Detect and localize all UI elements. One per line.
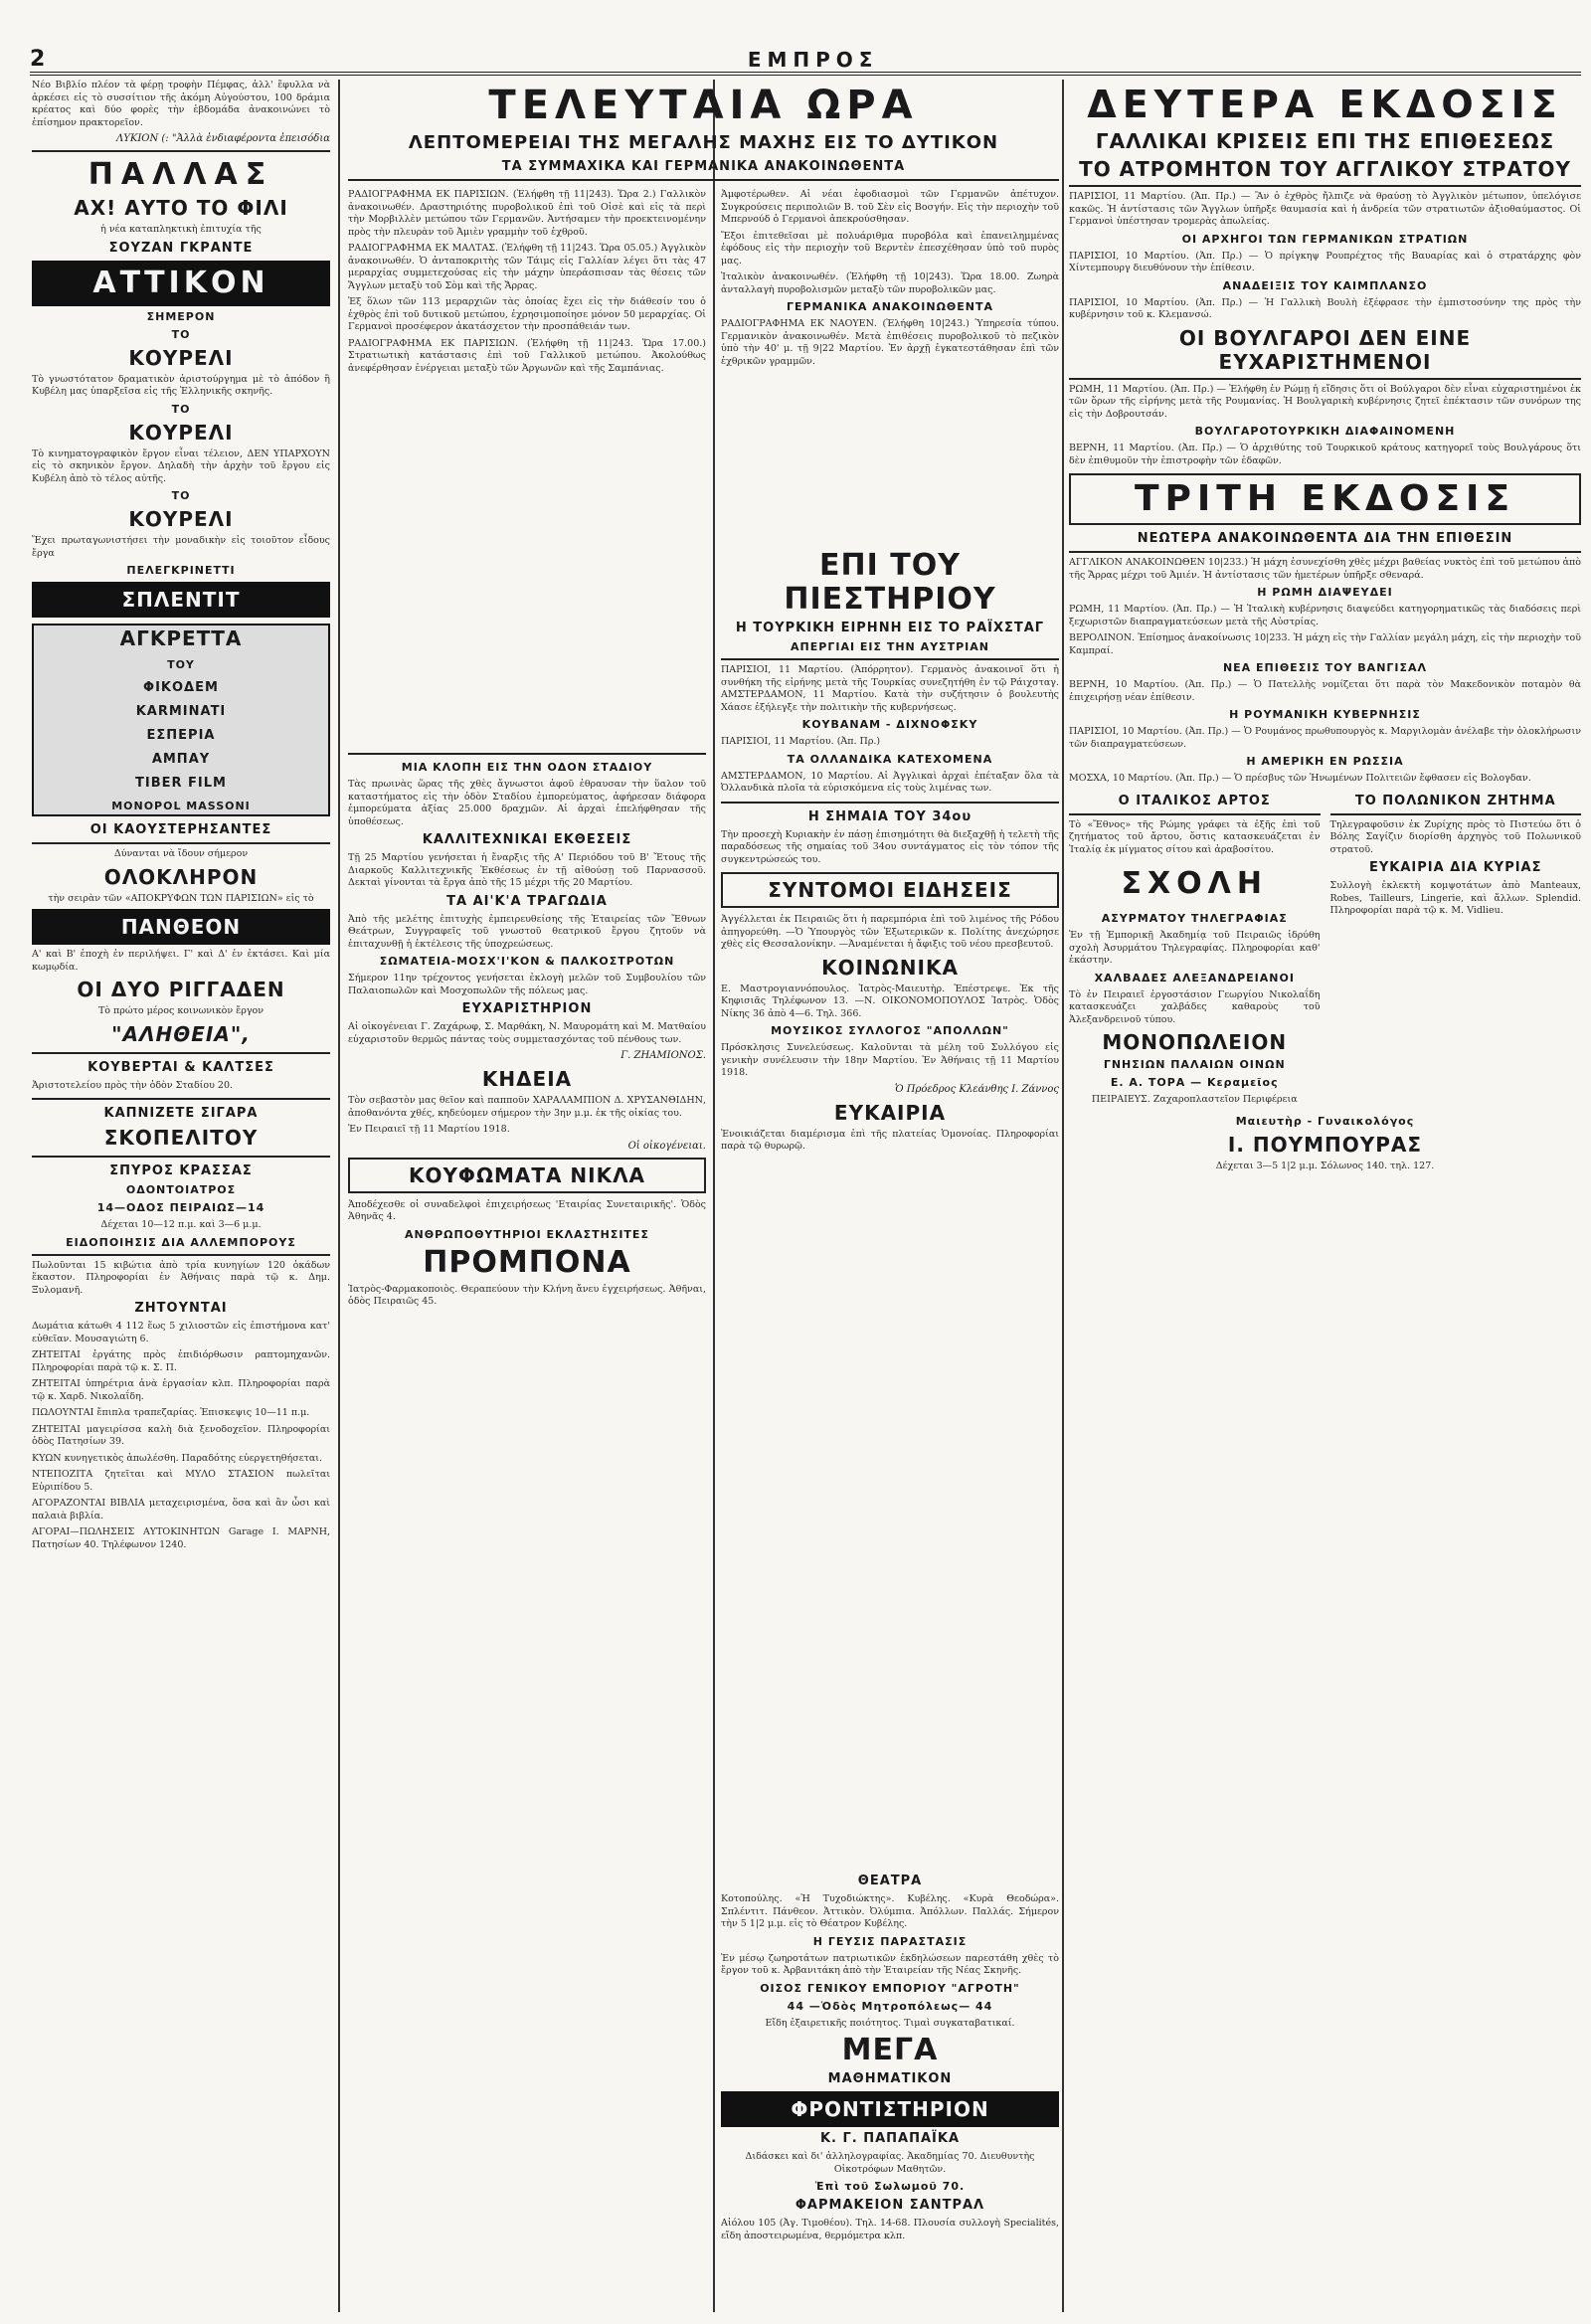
- romi-title: Η ΡΩΜΗ ΔΙΑΨΕΥΔΕΙ: [1257, 586, 1393, 599]
- farmakeion-text: Αἰόλου 105 (Ἀγ. Τιμοθέου). Τηλ. 14-68. Πλουσία συλλογὴ Specialités, εἴδη ἀποστειρωμένα, θερμόμετρα κλπ.: [721, 2218, 1059, 2241]
- pallas-star: ΣΟΥΖΑΝ ΓΚΡΑΝΤΕ: [108, 240, 254, 256]
- column-news-4: [1069, 80, 1581, 2312]
- koureli-text: Τὸ γνωστότατον δραματικὸν ἀριστούργημα μὲ τὸ ἀπόδον ἢ Κυβέλη μας ὑπαρξεῖσα εἰς τῆς Ἑλληνικῆς σκηνῆς.: [32, 373, 330, 397]
- mousikos-signature: Ὁ Πρόεδρος Κλεάνθης Ι. Ζάννος: [894, 1083, 1059, 1095]
- agrotis-address: 44 —Ὁδὸς Μητροπόλεως— 44: [787, 1999, 993, 2013]
- ameriki-text: ΜΟΣΧΑ, 10 Μαρτίου. (Ἀπ. Πρ.) — Ὁ πρέσβυς τῶν Ἡνωμένων Πολιτειῶν ἔφθασεν εἰς Βολογδαν.: [1069, 773, 1531, 784]
- news-paragraph: Ἔξοι ἐπιτεθεῖσαι μὲ πολυάριθμα πυροβόλα καὶ ἐπανειλημμένας ἐφόδους εἰς τὴν περιοχὴν τοῦ Βερντὲν ἐπεσχέθησαν ὑπὸ τοῦ πυρὸς μας.: [721, 230, 1059, 267]
- koureli-text: Τὸ κινηματογραφικὸν ἔργον εἶναι τέλειον, ΔΕΝ ΥΠΑΡΧΟΥΝ εἰς τὸ σκηνικὸν ἔργον. Δηλαδὴ τὴν ἀρχὴν τοῦ ἔργου εἰς Κυβέλη ἀπὸ τὸ τέλος αὐτῆς.: [32, 447, 330, 484]
- small-ad: ΖΗΤΕΙΤΑΙ ὑπηρέτρια ἀνὰ ἐργασίαν κλπ. Πληροφορίαι παρὰ τῷ κ. Χαρδ. Νικολαΐδη.: [32, 1378, 330, 1402]
- xalvades-text: Τὸ ἐν Πειραιεῖ ἐργοστάσιον Γεωργίου Νικολαΐδη κατασκευάζει χαλβάδες καθαροὺς τοῦ Ἀλεξανδρεινοῦ τύπου.: [1069, 988, 1321, 1025]
- gallikai-title: ΓΑΛΛΙΚΑΙ ΚΡΙΣΕΙΣ ΕΠΙ ΤΗΣ ΕΠΙΘΕΣΕΩΣ: [1095, 129, 1555, 153]
- swmateia-title: ΣΩΜΑΤΕΙΑ-ΜΟΣΧ'Ι'ΚΟΝ & ΠΑΛΚΟΣΤΡΟΤΩΝ: [379, 955, 675, 968]
- germ-title: ΓΕΡΜΑΝΙΚΑ ΑΝΑΚΟΙΝΩΘΕΝΤΑ: [786, 300, 994, 313]
- intro-text: Νέο Βιβλίο πλέον τὰ φέρῃ τροφὴν Πέμφας, ἀλλ' ἔφυλλα νὰ ἀρκέσει εἰς τὸ συσσίτιον τῆς ἀκόμη Αὐγούστου, 100 δράμια κρέατος καὶ δύο φορὲς τὴν ἑβδομάδα ἀνακοινώνει τὸ ἐπίσημον πρακτορεῖον.: [32, 80, 330, 128]
- romi-text: ΡΩΜΗ, 11 Μαρτίου. (Ἀπ. Πρ.) — Ἡ Ἰταλικὴ κυβέρνησις διαψεύδει κατηγορηματικῶς τὰς διαδόσεις περὶ ξεχωριστῶν διαπραγματεύσεων μετὰ τῆς Αὐστρίας.: [1069, 604, 1581, 627]
- leptomereies-title: ΛΕΠΤΟΜΕΡΕΙΑΙ ΤΗΣ ΜΕΓΑΛΗΣ ΜΑΧΗΣ ΕΙΣ ΤΟ ΔΥΤΙΚΟΝ: [408, 132, 999, 153]
- apergiai-title: ΑΠΕΡΓΙΑΙ ΕΙΣ ΤΗΝ ΑΥΣΤΡΙΑΝ: [721, 640, 1059, 660]
- news-paragraph: ΡΑΔΙΟΓΡΑΦΗΜΑ ΕΚ ΜΑΛΤΑΣ. (Ἐλήφθη τῇ 11|243. Ὥρα 05.05.) Ἀγγλικὸν ἀνακοινωθέν. Ὁ ἀνταποκριτὴς τῶν Τάιμς εἰς Γαλλίαν λέγει ὅτι τὰς 47 μεραρχίας συμμετεχούσας εἰς τὴν μάχην ὑπεράσπισαν τὰς θέσεις τῶν Ἄγγλων μεταξὺ τοῦ Σὸμ καὶ τῆς Ἄρρας.: [348, 243, 706, 291]
- piestiriou-title: ΕΠΙ ΤΟΥ ΠΙΕΣΤΗΡΙΟΥ: [784, 548, 996, 617]
- small-ad: ΑΓΟΡΑΖΟΝΤΑΙ ΒΙΒΛΙΑ μεταχειρισμένα, ὅσα καὶ ἂν ὦσι καὶ παλαιὰ βιβλία.: [32, 1498, 330, 1521]
- koufomata-title: ΚΟΥΦΩΜΑΤΑ ΝΙΚΛΑ: [348, 1158, 706, 1193]
- mousikos-title: ΜΟΥΣΙΚΟΣ ΣΥΛΛΟΓΟΣ "ΑΠΟΛΛΩΝ": [771, 1024, 1009, 1037]
- ameriki-title: Η ΑΜΕΡΙΚΗ ΕΝ ΡΩΣΣΙΑ: [1246, 755, 1404, 768]
- last-hour-banner: [348, 80, 1059, 185]
- nea-epithesis-title: ΝΕΑ ΕΠΙΘΕΣΙΣ ΤΟΥ ΒΑΝΓΙΣΑΛ: [1222, 661, 1428, 674]
- pallas-film: ΑΧ! ΑΥΤΟ ΤΟ ΦΙΛΙ: [74, 196, 288, 220]
- film-line: TIBER FILM: [135, 776, 227, 791]
- eukairia-text: Ἐνοικιάζεται διαμέρισμα ἐπὶ τῆς πλατείας Ὁμονοίας. Πληροφορίαι παρὰ τῷ θυρωρῷ.: [721, 1128, 1059, 1152]
- xalvades-title: ΧΑΛΒΑΔΕΣ ΑΛΕΞΑΝΔΡΕΙΑΝΟΙ: [1094, 971, 1295, 984]
- koureli-title: ΚΟΥΡΕΛΙ: [128, 420, 234, 445]
- attikon-logo: ΑΤΤΙΚΟΝ: [32, 261, 330, 306]
- news-paragraph: Ἰταλικὸν ἀνακοινωθέν. (Ἐλήφθη τῇ 10|243). Ὥρα 18.00. Ζωηρὰ ἀνταλλαγὴ πυροβολισμῶν μεταξὺ τῶν πυροβολικῶν μας.: [721, 271, 1059, 295]
- germ-text: ΡΑΔΙΟΓΡΑΦΗΜΑ ΕΚ ΝΑΟΥΕΝ. (Ἐλήφθη 10|243.) Ὑπηρεσία τύπου. Γερμανικὸν ἀνακοινωθέν. Μετὰ ἐπιθέσεις πυροβολικοῦ τὸ πεζικὸν ὑπὸ τὴν 40' μ. τῇ 9|22 Μαρτίου. Ἐν ἀρχῇ ἐγκατεστάθησαν ἐπὶ τῶν ἐχθρικῶν γραμμῶν.: [721, 318, 1059, 367]
- small-ad: ΑΓΟΡΑΙ—ΠΩΛΗΣΕΙΣ ΑΥΤΟΚΙΝΗΤΩΝ Garage Ι. ΜΑΡΝΗ, Πατησίων 40. Τηλέφωνον 1240.: [32, 1526, 330, 1550]
- ollandika-title: ΤΑ ΟΛΛΑΝΔΙΚΑ ΚΑΤΕΧΟΜΕΝΑ: [787, 752, 993, 766]
- aggliko-text: ΑΓΓΛΙΚΟΝ ΑΝΑΚΟΙΝΩΘΕΝ 10|233.) Ἡ μάχη ἐσυνεχίσθη χθὲς μέχρι βαθείας νυκτὸς ἐπὶ τοῦ μετώπου ἀπὸ τῆς Ἄρρας μέχρι τοῦ Ἀμιέν. Ἡ ἀντίστασις τῶν ἡμετέρων ὑπῆρξε σθεναρά.: [1069, 557, 1581, 581]
- divider: [32, 1098, 330, 1100]
- farmakeion-title: ΦΑΡΜΑΚΕΙΟΝ ΣΑΝΤΡΑΛ: [795, 2198, 985, 2213]
- roumaniki-title: Η ΡΟΥΜΑΝΙΚΗ ΚΥΒΕΡΝΗΣΙΣ: [1229, 708, 1421, 721]
- symmachika-title: ΤΑ ΣΥΜΜΑΧΙΚΑ ΚΑΙ ΓΕΡΜΑΝΙΚΑ ΑΝΑΚΟΙΝΩΘΕΝΤΑ: [348, 159, 1059, 181]
- news-paragraph: ΡΑΔΙΟΓΡΑΦΗΜΑ ΕΚ ΠΑΡΙΣΙΩΝ. (Ἐλήφθη τῇ 11|243. Ὥρα 17.00.) Στρατιωτικὴ κατάστασις ἐπὶ τοῦ Γαλλικοῦ μετώπου. Ἀκολούθως ἀνεφέρθησαν ἐνέργειαι μεταξὺ τῶν Ἀργωνῶν καὶ τῆς Σαμπάνιας.: [348, 337, 706, 374]
- eukairia-kyrias-text: Συλλογὴ ἐκλεκτὴ κομψοτάτων ἀπὸ Manteaux, Robes, Tailleurs, Lingerie, καὶ ἄλλων. Splendid. Πληροφορίαι παρὰ τῷ κ. Μ. Vidlieu.: [1329, 880, 1581, 916]
- eidopoiisis-title: ΕΙΔΟΠΟΙΗΣΙΣ ΔΙΑ ΑΛΛΕΜΠΟΡΟΥΣ: [32, 1236, 330, 1256]
- koinonika-text: Ε. Μαστρογιαννόπουλος. Ἰατρὸς-Μαιευτὴρ. Ἐπέστρεψε. Ἐκ τῆς Κηφισιᾶς Τηλέφωνον 13. —Ν. ΟΙΚΟΝΟΜΟΠΟΥΛΟΣ Ἰατρὸς. Ὁδὸς Νίκης 36 ἀπὸ 4—6. Τηλ. 366.: [721, 983, 1059, 1019]
- film-line: KARMINATI: [135, 704, 227, 719]
- divider: [32, 150, 330, 152]
- kallitexn-text: Τῇ 25 Μαρτίου γενήσεται ἡ ἔναρξις τῆς Α' Περιόδου τοῦ Β' Ἔτους τῆς Διαρκοῦς Καλλιτεχνικῆς Ἐκθέσεως ἐν τῇ αἰθούσῃ τοῦ Παρνασσοῦ. Δεκταὶ γίνονται τὰ ἔργα ἀπὸ τῆς 15 μέχρι τῆς 20 Μαρτίου.: [348, 852, 706, 888]
- ollandika-text: ΑΜΣΤΕΡΔΑΜΟΝ, 10 Μαρτίου. Αἱ Ἀγγλικαὶ ἀρχαὶ ἐπέταξαν ὅλα τὰ Ὀλλανδικὰ πλοῖα τὰ εὑρισκόμενα εἰς τοὺς λιμένας των.: [721, 770, 1059, 794]
- small-ad: ΚΥΩΝ κυνηγετικὸς ἀπωλέσθη. Παραδότης εὐεργετηθήσεται.: [32, 1452, 323, 1464]
- koureli-text: Ἔχει πρωταγωνιστήσει τὴν μοναδικὴν εἰς τοιοῦτον εἶδους ἔργα: [32, 535, 330, 559]
- simasia-title: Η ΣΗΜΑΙΑ ΤΟΥ 34ου: [807, 808, 972, 824]
- krassas-role: ΟΔΟΝΤΟΙΑΤΡΟΣ: [125, 1183, 237, 1196]
- boulgar-text: ΒΕΡΝΗ, 11 Μαρτίου. (Ἀπ. Πρ.) — Ὁ ἀρχιθύτης τοῦ Τουρκικοῦ κράτους κατηγορεῖ τοὺς Βουλγάρους ὅτι δὲν ἐπιθυμοῦν τὴν ἐπιστροφὴν τῶν ἐδαφῶν.: [1069, 443, 1581, 466]
- euxar-title: ΕΥΧΑΡΙΣΤΗΡΙΟΝ: [461, 1001, 593, 1016]
- verolinon-text: ΒΕΡΟΛΙΝΟΝ. Ἐπίσημος ἀνακοίνωσις 10|233. Ἡ μάχη εἰς τὴν Γαλλίαν μεγάλη μάχη, εἰς τὴν περιοχὴν τοῦ Καμπραί.: [1069, 632, 1581, 656]
- masthead: [30, 48, 1581, 76]
- teleftaia-title: ΤΕΛΕΥΤΑΙΑ ΩΡΑ: [488, 83, 919, 128]
- kaoster-title: ΟΙ ΚΑΟΥΣΤΕΡΗΣΑΝΤΕΣ: [32, 822, 330, 844]
- intro-author: ΛΥΚΙΟΝ (: "Ἀλλὰ ἐνδιαφέροντα ἐπεισόδια: [116, 133, 330, 144]
- news-paragraph: Ἐξ ὅλων τῶν 113 μεραρχιῶν τὰς ὁποίας ἔχει εἰς τὴν διάθεσίν του ὁ ἐχθρὸς ἐπὶ τοῦ δυτικοῦ μετώπου, ἐχρησιμοποίησε μόνον 50 μεραρχίας. Οἱ Γερμανοὶ προσέφερον ἀκατάσχετον τὴν προσπάθειάν των.: [348, 296, 706, 332]
- col3-bottom-ads: [721, 1870, 1059, 2307]
- bottom-split: [1069, 790, 1581, 1111]
- thymeli-title: Η ΓΕΥΣΙΣ ΠΑΡΑΣΤΑΣΙΣ: [812, 1934, 968, 1948]
- scholi-text: Ἐν τῇ Ἐμπορικῇ Ἀκαδημίᾳ τοῦ Πειραιῶς ἱδρύθη σχολὴ Ἀσυρμάτου Τηλεγραφίας. Πληροφορίαι καθ' ἑκάστην.: [1069, 930, 1321, 966]
- kloph-text: Τὰς πρωινὰς ὥρας τῆς χθὲς ἄγνωστοι ἀφοῦ ἐθραυσαν τὴν ὕαλον τοῦ καταστήματος εἰς τὴν ὁδὸν Σταδίου ἐμπορεύματος, ἀφήρεσαν διάφορα ἐμπορεύματα ἀξίας 25.000 δραχμῶν. Αἱ ἀρχαὶ ἐπελήφθησαν τῆς ὑποθέσεως.: [348, 779, 706, 827]
- divider: [32, 1052, 330, 1054]
- page-number: 2: [30, 47, 46, 72]
- to-label: ΤΟ: [171, 489, 191, 502]
- verni-text: ΒΕΡΝΗ, 10 Μαρτίου. (Ἀπ. Πρ.) — Ὁ Πατελλὴς νομίζεται ὅτι παρὰ τὸν Μακεδονικὸν ποταμὸν θὰ ἐπιχειρήσῃ νέαν ἐπίθεσιν.: [1069, 679, 1581, 703]
- alitheia-title: "ΑΛΗΘΕΙΑ",: [111, 1021, 251, 1046]
- news-paragraph: ΠΑΡΙΣΙΟΙ, 10 Μαρτίου. (Ἀπ. Πρ.) — Ἡ Γαλλικὴ Βουλὴ ἐξέφρασε τὴν ἐμπιστοσύνην της πρὸς τὴν κυβέρνησιν τοῦ κ. Κλεμανσώ.: [1069, 296, 1581, 320]
- frontistirion-text: Διδάσκει καὶ δι' ἀλληλογραφίας. Ἀκαδημίας 70. Διευθυντὴς Οἰκοτρόφων Μαθητῶν.: [745, 2151, 1035, 2175]
- pallas-title: ΠΑΛΛΑΣ: [88, 157, 274, 192]
- voulgaroi-text: ΡΩΜΗ, 11 Μαρτίου. (Ἀπ. Πρ.) — Ἐλήφθη ἐν Ρώμῃ ἡ εἴδησις ὅτι οἱ Βούλγαροι δὲν εἶναι εὐχαριστημένοι ἐκ τῶν ὅρων τῆς εἰρήνης μετὰ τῆς Ρουμανίας. Ἡ Βουλγαρικὴ κυβέρνησις ζητεῖ ἐπέκτασιν τῶν συνόρων της εἰς τὴν Δοβρουτσάν.: [1069, 383, 1581, 420]
- theatra-title: ΘΕΑΤΡΑ: [857, 1874, 923, 1888]
- olokliron-title: ΟΛΟΚΛΗΡΟΝ: [103, 864, 259, 889]
- thymeli-text: Ἐν μέσῳ ζωηροτάτων πατριωτικῶν ἐκδηλώσεων παρεστάθη χθὲς τὸ ἔργον τοῦ κ. Ἀρβανιτάκη ἀπὸ τὴν Ἑταιρείαν τῆς Νέας Σκηνῆς.: [721, 1952, 1059, 1976]
- column-rule: [338, 80, 340, 2312]
- euxar-text: Αἱ οἰκογένειαι Γ. Ζαχάρωφ, Σ. Μαρθάκη, Ν. Μαυρομάτη καὶ Μ. Ματθαίου εὐχαριστοῦν θερμῶς πάντας τοὺς συμμετασχόντας τοῦ πένθους των.: [348, 1021, 706, 1045]
- euxar-signature: Γ. ΖΗΑΜΙΟΝΟΣ.: [620, 1050, 706, 1061]
- kouvam-title: ΚΟΥΒΑΝΑΜ - ΔΙΧΝΟΦΣΚΥ: [801, 718, 978, 731]
- kapnizete-title: ΚΑΠΝΙΖΕΤΕ ΣΙΓΑΡΑ: [103, 1106, 259, 1121]
- film-line: ΑΜΠΑΥ: [151, 752, 211, 767]
- theatra-text: Κοτοπούλης. «Ἡ Τυχοδιώκτης». Κυβέλης. «Κυρὰ Θεοδώρα». Σπλέντιτ. Πάνθεον. Ἀττικὸν. Ὀλύμπια. Ἀπόλλων. Παλλάς. Σήμερον τὴν 5 1|2 μ.μ. εἰς τὸ Θέατρον Κυβέλης.: [721, 1893, 1059, 1929]
- paper-name: ΕΜΠΡΟΣ: [747, 48, 879, 72]
- arxigoi-title: ΟΙ ΑΡΧΗΓΟΙ ΤΩΝ ΓΕΡΜΑΝΙΚΩΝ ΣΤΡΑΤΙΩΝ: [1181, 232, 1469, 246]
- gynaikologos-role: Μαιευτὴρ - Γυναικολόγος: [1235, 1114, 1415, 1128]
- polon-text: Τηλεγραφοῦσιν ἐκ Ζυρίχης πρὸς τὸ Πιστεύω ὅτι ὁ Βόλης Σαγίζιν διορίσθη ἀρχηγὸς τοῦ Πολωνικοῦ στρατοῦ.: [1329, 818, 1581, 855]
- kideia-signature: Οἱ οἰκογένειαι.: [627, 1140, 706, 1152]
- swmateia-text: Σήμερον 11ην τρέχοντος γενήσεται ἐκλογὴ μελῶν τοῦ Συμβουλίου τῶν Παλαιοπωλῶν καὶ Μοσχοπωλῶν τῆς πόλεως μας.: [348, 973, 706, 996]
- news-paragraph: ΡΑΔΙΟΓΡΑΦΗΜΑ ΕΚ ΠΑΡΙΣΙΩΝ. (Ἐλήφθη τῇ 11|243). Ὥρα 2.) Γαλλικὸν ἀνακοινωθέν. Δραστηριότης πυροβολικοῦ ἐπὶ τοῦ Οἰσὲ καὶ εἰς τὰ περὶ τὴν Μορβιλλὲν μετώπου τῶν Γερμανῶν. Ἀντήσαμεν τὴν προεκτεινομένην πρὸς τὴν πλευρὰν τοῦ Ἀμιὲν γραμμὴν τοῦ ἐχθροῦ.: [348, 189, 706, 238]
- zitountai-text: Δωμάτια κάτωθι 4 112 ἕως 5 χιλιοστῶν εἰς ἐπιστήμονα κατ' εὐθεῖαν. Μουσαγιώτη 6.: [32, 1321, 330, 1344]
- kideia-place: Ἐν Πειραιεῖ τῇ 11 Μαρτίου 1918.: [348, 1124, 510, 1135]
- divider: [32, 1156, 330, 1158]
- rigaden-text: Τὸ πρώτο μέρος κοινωνικὸν ἔργον: [97, 1005, 265, 1016]
- koureli-title: ΚΟΥΡΕΛΙ: [128, 507, 234, 531]
- column-rule: [713, 80, 715, 2312]
- kideia-title: ΚΗΔΕΙΑ: [481, 1067, 573, 1091]
- monopoleio-sub: ΓΝΗΣΙΩΝ ΠΑΛΑΙΩΝ ΟΙΝΩΝ: [1103, 1058, 1286, 1071]
- today-label: ΣΗΜΕΡΟΝ: [146, 309, 216, 323]
- kloph-title: ΜΙΑ ΚΛΟΠΗ ΕΙΣ ΤΗΝ ΟΔΟΝ ΣΤΑΔΙΟΥ: [401, 761, 653, 774]
- piestiriou-banner: [721, 545, 1059, 1158]
- anadeixis-title: ΑΝΑΔΕΙΞΙΣ ΤΟΥ ΚΑΙΜΠΛΑΝΣΟ: [1222, 278, 1428, 292]
- to-label: ΤΟ: [171, 402, 191, 416]
- pantheon-text: Α' καὶ Β' ἐποχὴ ἐν περιλήψει. Γ' καὶ Δ' ἐν ἐκτάσει. Καὶ μία κωμῳδία.: [32, 949, 330, 973]
- kouvam-text: ΠΑΡΙΣΙΟΙ, 11 Μαρτίου. (Ἀπ. Πρ.): [721, 736, 881, 747]
- olokliron-text: τὴν σειρὰν τῶν «ΑΠΟΚΡΥΦΩΝ ΤΩΝ ΠΑΡΙΣΙΩΝ» εἰς τὸ: [48, 892, 314, 904]
- small-ad: ΠΩΛΟΥΝΤΑΙ ἔπιπλα τραπεζαρίας. Ἐπισκεψις 10—11 π.μ.: [32, 1407, 310, 1418]
- film-monopol: MONOPOL MASSONI: [111, 800, 251, 812]
- to-label: ΤΟ: [171, 327, 191, 341]
- film-poster: [32, 624, 330, 816]
- frontistirion-title: ΦΡΟΝΤΙΣΤΗΡΙΟΝ: [721, 2091, 1059, 2127]
- skopelitou-title: ΣΚΟΠΕΛΙΤΟΥ: [103, 1126, 259, 1150]
- asyrmatou-title: ΑΣΥΡΜΑΤΟΥ ΤΗΛΕΓΡΑΦΙΑΣ: [1101, 912, 1288, 925]
- kaoster-text: Δύνανται νὰ ἴδουν σήμερον: [113, 848, 249, 859]
- divider: [721, 802, 1059, 804]
- agrotis-text: Εἴδη ἐξαιρετικῆς ποιότητος. Τιμαὶ συγκαταβατικαί.: [765, 2017, 1015, 2029]
- kouvertes-title: ΚΟΥΒΕΡΤΑΙ & ΚΑΛΤΣΕΣ: [88, 1059, 274, 1075]
- splendid-logo: ΣΠΛΕΝΤΙΤ: [32, 582, 330, 618]
- eukairia-title: ΕΥΚΑΙΡΙΑ: [833, 1100, 947, 1125]
- eukairia-kyrias-title: ΕΥΚΑΙΡΙΑ ΔΙΑ ΚΥΡΙΑΣ: [1369, 860, 1542, 875]
- simasia-text: Τὴν προσεχὴ Κυριακὴν ἐν πάσῃ ἐπισημότητι θὰ διεξαχθῇ ἡ τελετὴ τῆς παραδόσεως τῆς σημαίας τοῦ 34ου συντάγματος εἰς τὸν τόπον τῆς συγκεντρώσεώς του.: [721, 828, 1059, 865]
- anthrop-title: ΑΝΘΡΩΠΟΘΥΤΗΡΙΟΙ ΕΚΛΑΣΤΗΣΙΤΕΣ: [405, 1227, 649, 1241]
- film-line: ΑΓΚΡΕΤΤΑ: [119, 626, 243, 650]
- pallas-text: ἡ νέα καταπληκτικὴ ἐπιτυχία τῆς: [100, 224, 262, 235]
- polon-title: ΤΟ ΠΟΛΩΝΙΚΟΝ ΖΗΤΗΜΑ: [1330, 794, 1582, 815]
- artos-title: Ο ΙΤΑΛΙΚΟΣ ΑΡΤΟΣ: [1069, 794, 1321, 815]
- tragodia-title: ΤΑ ΑΙ'Κ'Α ΤΡΑΓΩΔΙΑ: [446, 893, 608, 909]
- scholi-title: ΣΧΟΛΗ: [1121, 866, 1268, 901]
- koureli-star: ΠΕΛΕΓΚΡΙΝΕΤΤΙ: [126, 564, 236, 577]
- koufomata-text: Ἀποδέχεσθε οἱ συναδελφοὶ ἐπιχειρήσεως 'Εταιρίας Συνεταιρικῆς'. Ὁδὸς Ἀθηνᾶς 4.: [348, 1198, 706, 1222]
- news-paragraph: ΠΑΡΙΣΙΟΙ, 10 Μαρτίου. (Ἀπ. Πρ.) — Ὁ πρίγκηψ Ρουπρέχτος τῆς Βαυαρίας καὶ ὁ στρατάρχης φὸν Χίντεμπουργ διευθύνουν τὴν ἐπίθεσιν.: [1069, 250, 1581, 273]
- krassas-address: 14—ΟΔΟΣ ΠΕΙΡΑΙΩΣ—14: [96, 1201, 265, 1214]
- kouvertes-text: Ἀριστοτελείου πρὸς τὴν ὁδὸν Σταδίου 20.: [32, 1079, 234, 1091]
- syntomoi-text: Ἀγγέλλεται ἐκ Πειραιῶς ὅτι ἡ παρεμπόρια ἐπὶ τοῦ λιμένος τῆς Ρόδου ἀπηγορεύθη. —Ὁ Ὑπουργὸς τῶν Ἐξωτερικῶν κ. Πολίτης ἀνεχώρησε χθὲς εἰς Θεσσαλονίκην. —Ἀναμένεται ἡ ἄφιξις τοῦ νέου πρεσβευτοῦ.: [721, 914, 1059, 950]
- koinonika-title: ΚΟΙΝΩΝΙΚΑ: [821, 955, 959, 980]
- tragodia-text: Ἀπὸ τῆς μελέτης ἐπιτυχὴς ἐμπειρευθείσης τῆς Ἑταιρείας τῶν Ἔθνων Θεάτρων, Συγγραφεῖς τοῦ γνωστοῦ θεατρικοῦ ἔργου ζητοῦν νὰ ἐπιταχυνθῇ ἡ ἐκτέλεσις τῆς ὑποχρεώσεως.: [348, 913, 706, 950]
- mousikos-text: Πρόσκλησις Συνελεύσεως. Καλοῦνται τὰ μέλη τοῦ Συλλόγου εἰς γενικὴν συνέλευσιν τὴν 18ην Μαρτίου. Ἐν Ἀθήναις τῇ 11 Μαρτίου 1918.: [721, 1042, 1059, 1078]
- krassas-title: ΣΠΥΡΟΣ ΚΡΑΣΣΑΣ: [109, 1163, 253, 1178]
- koureli-title: ΚΟΥΡΕΛΙ: [128, 345, 234, 370]
- poumpouras-name: Ι. ΠΟΥΜΠΟΥΡΑΣ: [1227, 1132, 1423, 1157]
- syntomoi-title: ΣΥΝΤΟΜΟΙ ΕΙΔΗΣΕΙΣ: [721, 872, 1059, 908]
- mathimatikon-title: ΜΑΘΗΜΑΤΙΚΟΝ: [827, 2071, 953, 2086]
- poumpouras-text: Δέχεται 3—5 1|2 μ.μ. Σόλωνος 140. τηλ. 127.: [1215, 1160, 1435, 1171]
- artos-text: Τὸ «Ἔθνος» τῆς Ρώμης γράφει τὰ ἑξῆς ἐπὶ τοῦ ζητήματος τοῦ ἄρτου, ὅστις κατασκευάζεται ἐν Ἰταλίᾳ ἐκ μίγματος σίτου καὶ ἀραβοσίτου.: [1069, 818, 1321, 855]
- pantheon-logo: ΠΑΝΘΕΟΝ: [32, 909, 330, 945]
- neotera-title: ΝΕΩΤΕΡΑ ΑΝΑΚΟΙΝΩΘΕΝΤΑ ΔΙΑ ΤΗΝ ΕΠΙΘΕΣΙΝ: [1069, 531, 1581, 553]
- film-line: ΤΟΥ: [167, 658, 195, 671]
- small-ad: ΖΗΤΕΙΤΑΙ ἐργάτης πρὸς ἐπιδιόρθωσιν ραπτομηχανῶν. Πληροφορίαι παρὰ τῷ κ. Σ. Π.: [32, 1349, 330, 1373]
- papapaika-name: Κ. Γ. ΠΑΠΑΠΑΪΚΑ: [819, 2131, 961, 2146]
- atromitos-title: ΤΟ ΑΤΡΟΜΗΤΟΝ ΤΟΥ ΑΓΓΛΙΚΟΥ ΣΤΡΑΤΟΥ: [1069, 157, 1581, 187]
- divider: [348, 753, 706, 755]
- frontistirion-address: Ἐπὶ τοῦ Σωλωμοῦ 70.: [814, 2180, 966, 2193]
- film-line: ΕΣΠΕΡΙΑ: [146, 728, 216, 743]
- promponas-title: ΠΡΟΜΠΟΝΑ: [423, 1244, 631, 1280]
- kallitexn-title: ΚΑΛΛΙΤΕΧΝΙΚΑΙ ΕΚΘΕΣΕΙΣ: [422, 832, 632, 847]
- roumaniki-text: ΠΑΡΙΣΙΟΙ, 10 Μαρτίου. (Ἀπ. Πρ.) — Ὁ Ρουμάνος πρωθυπουργὸς κ. Μαργιλομὰν ἀνέλαβε τὴν ὁλοκλήρωσιν τῶν διαπραγματεύσεων.: [1069, 726, 1581, 750]
- tourkiki-title: Η ΤΟΥΡΚΙΚΗ ΕΙΡΗΝΗ ΕΙΣ ΤΟ ΡΑΪΧΣΤΑΓ: [735, 621, 1045, 635]
- tora-address: ΠΕΙΡΑΙΕΥΣ. Ζαχαροπλαστεῖον Περιφέρεια: [1091, 1094, 1298, 1105]
- boulgar-title: ΒΟΥΛΓΑΡΟΤΟΥΡΚΙΚΗ ΔΙΑΦΑΙΝΟΜΕΝΗ: [1194, 425, 1456, 438]
- promponas-text: Ἰατρὸς-Φαρμακοποιὸς. Θεραπεύουν τὴν Κλήνη ἄνευ ἐγχειρήσεως. Ἀθῆναι, ὁδὸς Πειραιῶς 45.: [348, 1283, 706, 1307]
- film-line: ΦΙΚΟΔΕΜ: [143, 680, 219, 695]
- monopoleio-title: ΜΟΝΟΠΩΛΕΙΟΝ: [1102, 1030, 1288, 1054]
- column-news-2: [348, 189, 706, 2312]
- news-paragraph: ΠΑΡΙΣΙΟΙ, 11 Μαρτίου. (Ἀπ. Πρ.) — Ἂν ὁ ἐχθρὸς ἤλπιζε νὰ θραύσῃ τὸ Ἀγγλικὸν μέτωπον, ὑπελόγισε κακῶς. Ἡ ἀντίστασις τῶν Ἄγγλων ὑπῆρξε θαυμασία καὶ ἡ ἀνδρεία τῶν στρατιωτῶν ἀξιοθαύμαστος. Οἱ Γερμανοὶ ὑπέστησαν τρομερὰς ἀπωλείας.: [1069, 191, 1581, 227]
- zitountai-title: ΖΗΤΟΥΝΤΑΙ: [134, 1301, 228, 1316]
- column-rule: [1062, 80, 1064, 2312]
- defteraekdosis-title: ΔΕΥΤΕΡΑ ΕΚΔΟΣΙΣ: [1087, 83, 1563, 126]
- par-text: ΠΑΡΙΣΙΟΙ, 11 Μαρτίου. (Ἀπόρρητον). Γερμανὸς ἀνακοινοῖ ὅτι ἡ συνθήκη τῆς εἰρήνης μετὰ τῆς Τουρκίας συνεζητήθη ἐν τῷ Ράιχσταγ. ΑΜΣΤΕΡΔΑΜΟΝ, 11 Μαρτίου. Κατὰ τὴν συζήτησιν ὁ βουλευτὴς Χάασε ἐξήλεγξε τὴν πολιτικὴν τῆς κυβερνήσεως.: [721, 664, 1059, 713]
- krassas-hours: Δέχεται 10—12 π.μ. καὶ 3—6 μ.μ.: [100, 1219, 262, 1230]
- small-ad: ΝΤΕΠΟΖΙΤΑ ζητεῖται καὶ ΜΥΛΟ ΣΤΑΣΙΟΝ πωλεῖται Εὐριπίδου 5.: [32, 1469, 330, 1493]
- voulgaroi-title: ΟΙ ΒΟΥΛΓΑΡΟΙ ΔΕΝ ΕΙΝΕ ΕΥΧΑΡΙΣΤΗΜΕΝΟΙ: [1069, 326, 1581, 380]
- small-ad: ΖΗΤΕΙΤΑΙ μαγειρίσσα καλὴ διὰ ξενοδοχεῖον. Πληροφορίαι ὁδὸς Πατησίων 39.: [32, 1423, 330, 1447]
- agrotis-title: ΟΙΣΟΣ ΓΕΝΙΚΟΥ ΕΜΠΟΡΙΟΥ "ΑΓΡΟΤΗ": [760, 1981, 1020, 1995]
- polon-column: [1330, 790, 1582, 1111]
- column-ads-left: [32, 80, 330, 2312]
- kideia-text: Τὸν σεβαστὸν μας θεῖον καὶ παπποῦν ΧΑΡΑΛΑΜΠΙΟΝ Δ. ΧΡΥΣΑΝΘΙΔΗΝ, ἀποθανόντα χθές, κηδεύομεν σήμερον τὴν 3ην μ.μ. ἐκ τῆς οἰκίας του.: [348, 1095, 706, 1119]
- artos-column: [1069, 790, 1321, 1111]
- eidopoiisis-text: Πωλοῦνται 15 κιβώτια ἀπὸ τρία κυνηγίων 120 ὀκάδων ἕκαστον. Πληροφορίαι ἐν Ἀθήναις παρὰ τῷ κ. Δημ. Ξυλομανῆ.: [32, 1259, 330, 1296]
- mega-title: ΜΕΓΑ: [841, 2033, 939, 2067]
- news-paragraph: Ἀμφοτέρωθεν. Αἱ νέαι ἐφοδιασμοὶ τῶν Γερμανῶν ἀπέτυχον. Συγκρούσεις περιπολιῶν Β. τοῦ Σὲν εἰς Βοσγήν. Εἰς τὴν περιοχὴν τοῦ Μπερνούδ ὁ Γερμανοὶ ἀπεκρούσθησαν.: [721, 189, 1059, 225]
- tora-name: Ε. Α. ΤΟΡΑ — Κεραμεῖος: [1110, 1076, 1279, 1089]
- rigaden-title: ΟΙ ΔΥΟ ΡΙΓΓΑΔΕΝ: [77, 978, 285, 1001]
- triti-title: ΤΡΙΤΗ ΕΚΔΟΣΙΣ: [1069, 473, 1581, 525]
